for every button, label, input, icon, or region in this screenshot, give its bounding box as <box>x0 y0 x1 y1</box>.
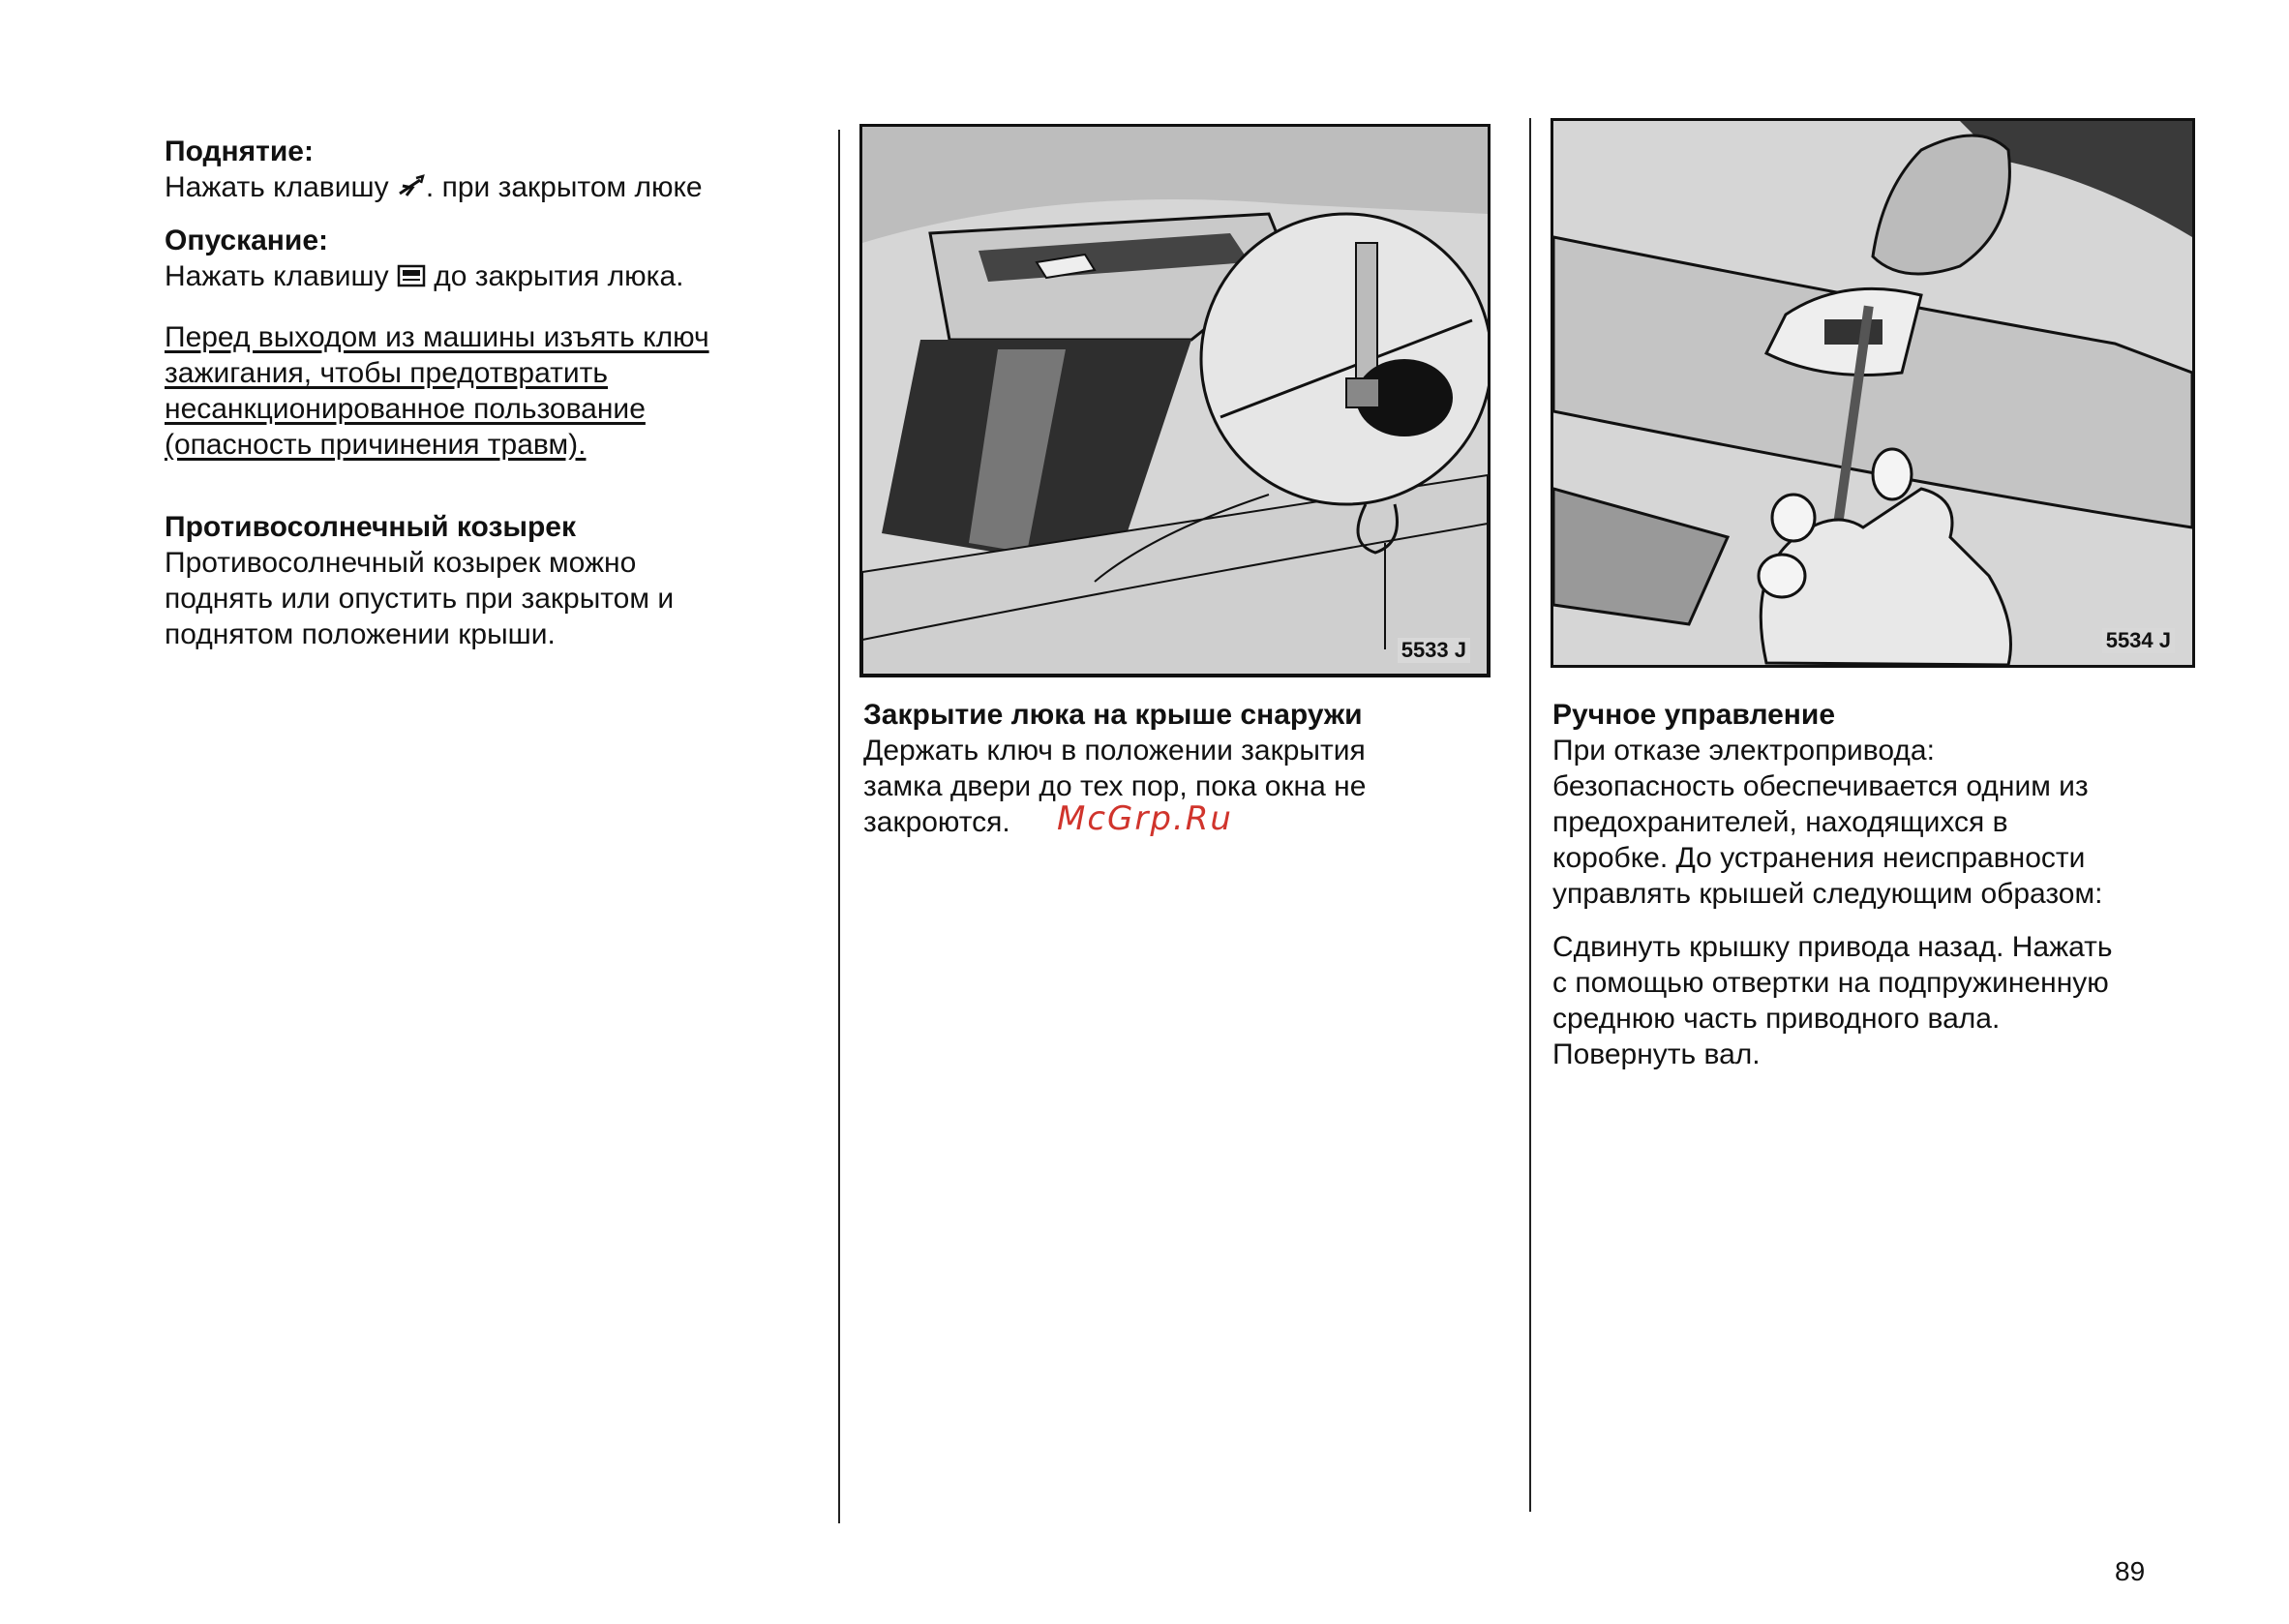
body-line: Повернуть вал. <box>1552 1038 1761 1070</box>
tilt-roof-icon <box>397 172 426 197</box>
body-line: коробке. До устранения неисправности <box>1552 842 2086 874</box>
section-title: Закрытие люка на крыше снаружи <box>863 699 1363 731</box>
lower-text-start: Нажать клавишу <box>165 260 397 292</box>
column-divider-2 <box>1529 118 1531 1512</box>
body-line: закроются. <box>863 806 1010 838</box>
body-line: Сдвинуть крышку привода назад. Нажать <box>1552 931 2113 963</box>
lower-text-end: до закрытия люка. <box>425 260 684 292</box>
figure-label: 5534 J <box>2102 628 2175 653</box>
raise-text-start: Нажать клавишу <box>165 171 397 203</box>
lower-text <box>165 258 784 294</box>
warning-note <box>165 319 784 463</box>
body-line: Держать ключ в положении закрытия <box>863 735 1366 767</box>
raise-text <box>165 169 784 205</box>
page-number: 89 <box>2115 1556 2146 1586</box>
visor-line: поднять или опустить при закрытом и <box>165 583 675 615</box>
body-line: с помощью отвертки на подпружиненную <box>1552 967 2109 999</box>
figure-manual-operation <box>1551 118 2195 668</box>
watermark-link[interactable]: McGrp.Ru <box>1057 799 1233 838</box>
left-column <box>165 134 784 652</box>
warning-line: зажигания, чтобы предотвратить <box>165 357 609 389</box>
raise-text-end: . при закрытом люке <box>425 171 703 203</box>
right-column <box>1552 697 2172 1072</box>
body-line: замка двери до тех пор, пока окна не <box>863 770 1367 802</box>
section-title: Ручное управление <box>1552 699 1836 731</box>
body-line: предохранителей, находящихся в <box>1552 806 2008 838</box>
visor-line: Противосолнечный козырек можно <box>165 547 637 579</box>
raise-title: Поднятие: <box>165 135 314 167</box>
body-line: безопасность обеспечивается одним из <box>1552 770 2089 802</box>
body-line: При отказе электропривода: <box>1552 735 1935 767</box>
figure-roof-key-closing <box>859 124 1491 677</box>
close-roof-icon <box>397 261 426 286</box>
roof-key-illustration <box>862 127 1488 675</box>
lower-title: Опускание: <box>165 225 329 256</box>
visor-title: Противосолнечный козырек <box>165 511 576 543</box>
column-divider-1 <box>838 130 840 1523</box>
screwdriver-illustration <box>1553 121 2192 665</box>
warning-line: Перед выходом из машины изъять ключ <box>165 321 709 353</box>
figure-label: 5533 J <box>1398 638 1470 663</box>
warning-line: (опасность причинения травм). <box>165 429 587 461</box>
warning-line: несанкционированное пользование <box>165 393 646 425</box>
visor-line: поднятом положении крыши. <box>165 618 556 650</box>
body-line: среднюю часть приводного вала. <box>1552 1003 2001 1035</box>
body-line: управлять крышей следующим образом: <box>1552 878 2103 910</box>
